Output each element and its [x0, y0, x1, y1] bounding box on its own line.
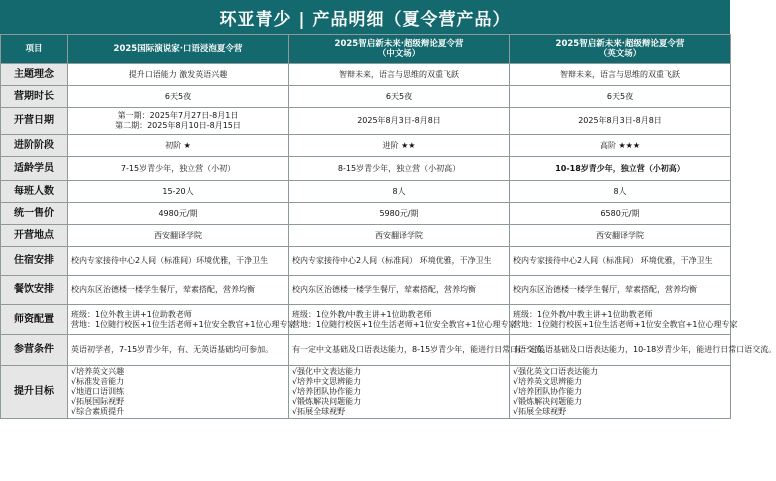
table-row: [1, 135, 731, 157]
row-label: 提升目标: [1, 366, 68, 419]
cell-text: 初阶 ★: [165, 140, 191, 150]
row-label: 统一售价: [1, 203, 68, 225]
table-row: [1, 366, 731, 419]
header-label: 项目: [1, 35, 68, 64]
cell-col-1: [68, 366, 289, 419]
cell-text: √拓展国际视野: [71, 397, 125, 406]
table-row: [1, 247, 731, 276]
cell-col-2: [289, 225, 510, 247]
page-title: 环亚青少 | 产品明细（夏令营产品）: [0, 0, 730, 34]
row-label: 开营日期: [1, 108, 68, 135]
cell-text: 提升口语能力 激发英语兴趣: [128, 69, 228, 79]
table-row: [1, 181, 731, 203]
cell-text: √拓展全球视野: [513, 407, 567, 416]
cell-col-2: [289, 203, 510, 225]
cell-text: 班级：1位外教/中教主讲+1位助教老师: [292, 309, 432, 319]
cell-text: √拓展全球视野: [292, 407, 346, 416]
cell-col-3: [510, 86, 731, 108]
cell-text: 6天5夜: [164, 91, 192, 101]
row-label: 进阶阶段: [1, 135, 68, 157]
cell-text: 西安翻译学院: [154, 230, 202, 240]
cell-col-2: [289, 181, 510, 203]
cell-text: 西安翻译学院: [596, 230, 644, 240]
cell-col-3: [510, 157, 731, 181]
row-label: 师资配置: [1, 305, 68, 335]
cell-col-3: [510, 335, 776, 366]
header-col-1: 2025国际演说家·口语浸泡夏令营: [68, 35, 289, 64]
cell-col-3: [510, 247, 731, 276]
cell-text: 校内东区治德楼一楼学生餐厅，荤素搭配，营养均衡: [71, 285, 255, 294]
cell-text: 2025年8月3日-8月8日: [357, 116, 441, 125]
table-row: [1, 335, 731, 366]
cell-text: √培养团队协作能力: [513, 387, 583, 396]
header-col-3: 2025智启新未来·超级辩论夏令营 （英文场）: [510, 35, 731, 64]
cell-text: √锻炼解决问题能力: [513, 397, 583, 406]
cell-text: 8-15岁青少年，独立营（小初高）: [337, 163, 461, 173]
cell-text: 15-20人: [162, 186, 194, 196]
cell-col-3: [510, 305, 738, 335]
cell-text: √标准发音能力: [71, 377, 125, 386]
table-row: [1, 157, 731, 181]
cell-col-1: [68, 225, 289, 247]
cell-col-1: [68, 276, 289, 305]
cell-text: 8人: [392, 186, 406, 196]
cell-col-2: [289, 86, 510, 108]
cell-text: 班级：1位外教/中教主讲+1位助教老师: [513, 309, 653, 319]
cell-text: √培养团队协作能力: [292, 387, 362, 396]
table-row: [1, 86, 731, 108]
cell-text: 营地：1位随行校医+1位生活老师+1位安全教官+1位心理专家: [292, 319, 517, 329]
cell-text: 营地：1位随行校医+1位生活老师+1位安全教官+1位心理专家: [513, 319, 738, 329]
cell-text: 有一定英语基础及口语表达能力，10-18岁青少年，能进行日常口语交流。: [513, 345, 776, 354]
table-row: [1, 225, 731, 247]
table-row: [1, 276, 731, 305]
cell-text: √强化英文口语表达能力: [513, 367, 599, 376]
cell-col-2: [289, 247, 510, 276]
row-label: 住宿安排: [1, 247, 68, 276]
table-row: [1, 203, 731, 225]
cell-text: 有一定中文基础及口语表达能力，8-15岁青少年，能进行日常口语交流。: [292, 345, 551, 354]
cell-col-2: [289, 64, 510, 86]
cell-text: 校内专家接待中心2人间（标准间） 环境优雅，干净卫生: [513, 256, 713, 265]
cell-text: 智辩未来，语言与思维的双重飞跃: [560, 69, 680, 79]
cell-text: √培养英文兴趣: [71, 367, 125, 376]
cell-text: 6天5夜: [606, 91, 634, 101]
cell-text: √地道口语训练: [71, 387, 125, 396]
cell-col-1: [68, 335, 289, 366]
cell-text: √培养中文思辨能力: [292, 377, 362, 386]
cell-text: √培养英文思辨能力: [513, 377, 583, 386]
cell-col-3: [510, 366, 731, 419]
cell-text: 进阶 ★★: [382, 140, 416, 150]
cell-col-3: [510, 135, 731, 157]
row-label: 餐饮安排: [1, 276, 68, 305]
cell-col-3: [510, 108, 731, 135]
cell-text: 班级：1位外教主讲+1位助教老师: [71, 309, 192, 319]
cell-text: 智辩未来，语言与思维的双重飞跃: [339, 69, 459, 79]
header-col-2: 2025智启新未来·超级辩论夏令营 （中文场）: [289, 35, 510, 64]
cell-text: 高阶 ★★★: [599, 140, 641, 150]
cell-text: 8人: [613, 186, 627, 196]
cell-text: 4980元/期: [158, 208, 198, 218]
cell-text: 5980元/期: [379, 208, 419, 218]
cell-col-1: [68, 108, 289, 135]
table-row: [1, 305, 731, 335]
row-label: 参营条件: [1, 335, 68, 366]
cell-text: 6天5夜: [385, 91, 413, 101]
cell-text: 7-15岁青少年，独立营（小初）: [120, 163, 236, 173]
cell-text: 校内专家接待中心2人间（标准间）环境优雅，干净卫生: [71, 256, 269, 265]
cell-text: √锻炼解决问题能力: [292, 397, 362, 406]
cell-col-3: [510, 203, 731, 225]
cell-col-2: [289, 108, 510, 135]
cell-col-2: [289, 335, 551, 366]
product-table: [0, 34, 776, 419]
cell-text: 2025年8月3日-8月8日: [578, 116, 662, 125]
cell-col-2: [289, 366, 510, 419]
cell-col-3: [510, 181, 731, 203]
cell-col-1: [68, 181, 289, 203]
cell-col-2: [289, 135, 510, 157]
cell-text: 校内专家接待中心2人间（标准间） 环境优雅，干净卫生: [292, 256, 492, 265]
table-row: [1, 64, 731, 86]
cell-col-1: [68, 247, 289, 276]
cell-text: 营地：1位随行校医+1位生活老师+1位安全教官+1位心理专家: [71, 319, 296, 329]
row-label: 适龄学员: [1, 157, 68, 181]
cell-text: 第二期：2025年8月10日-8月15日: [115, 121, 241, 130]
cell-col-2: [289, 276, 510, 305]
cell-text: 第一期：2025年7月27日-8月1日: [117, 111, 239, 120]
row-label: 主题理念: [1, 64, 68, 86]
cell-col-3: [510, 64, 731, 86]
cell-col-2: [289, 305, 517, 335]
row-label: 开营地点: [1, 225, 68, 247]
cell-text: 校内东区治德楼一楼学生餐厅，荤素搭配，营养均衡: [513, 285, 697, 294]
cell-col-3: [510, 225, 731, 247]
cell-text: 6580元/期: [600, 208, 640, 218]
cell-col-1: [68, 135, 289, 157]
cell-text: 10-18岁青少年，独立营（小初高）: [555, 163, 685, 173]
cell-col-1: [68, 64, 289, 86]
table-row: [1, 108, 731, 135]
cell-col-3: [510, 276, 731, 305]
cell-text: 校内东区治德楼一楼学生餐厅，荤素搭配，营养均衡: [292, 285, 476, 294]
cell-col-1: [68, 203, 289, 225]
row-label: 营期时长: [1, 86, 68, 108]
cell-text: 西安翻译学院: [375, 230, 423, 240]
cell-col-1: [68, 157, 289, 181]
header-row: [1, 35, 731, 64]
cell-text: √强化中文表达能力: [292, 367, 362, 376]
cell-text: √综合素质提升: [71, 407, 125, 416]
cell-col-1: [68, 86, 289, 108]
row-label: 每班人数: [1, 181, 68, 203]
cell-col-1: [68, 305, 296, 335]
cell-text: 英语初学者，7-15岁青少年，有、无英语基础均可参加。: [71, 345, 274, 354]
cell-col-2: [289, 157, 510, 181]
